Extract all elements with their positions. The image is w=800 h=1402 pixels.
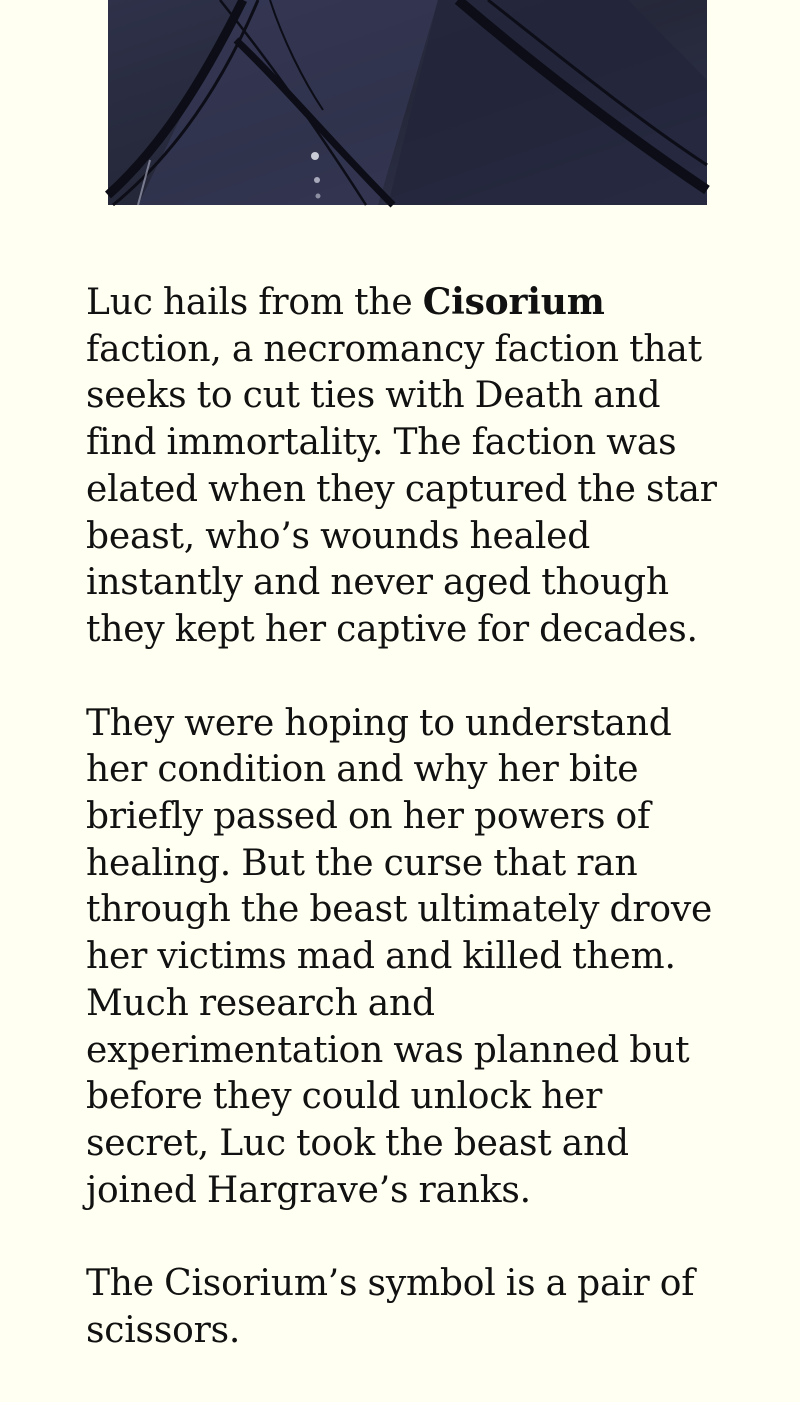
paragraph-faction-intro	[86, 279, 726, 654]
paragraph-symbol: The Cisorium’s symbol is a pair of scissors.	[86, 1263, 695, 1352]
faction-name: Cisorium	[422, 281, 605, 323]
article-body	[86, 279, 726, 1402]
paragraph-text: faction, a necromancy faction that seeks to cut ties with Death and find immortality. The faction was elated when they captured the star beast, who’s wounds healed instantly and never aged though they kept her captive for decades.	[86, 328, 717, 650]
illustration-image	[108, 0, 707, 205]
paragraph-text: Luc hails from the	[86, 282, 423, 323]
paragraph-research: They were hoping to understand her condition and why her bite briefly passed on her powers of healing. But the curse that ran through the beast ultimately drove her victims mad and killed them. Much research and experimentation was planned but before they could unlock her secret, Luc took the beast and joined Hargrave’s ranks.	[86, 702, 713, 1211]
article-illustration	[108, 0, 707, 205]
